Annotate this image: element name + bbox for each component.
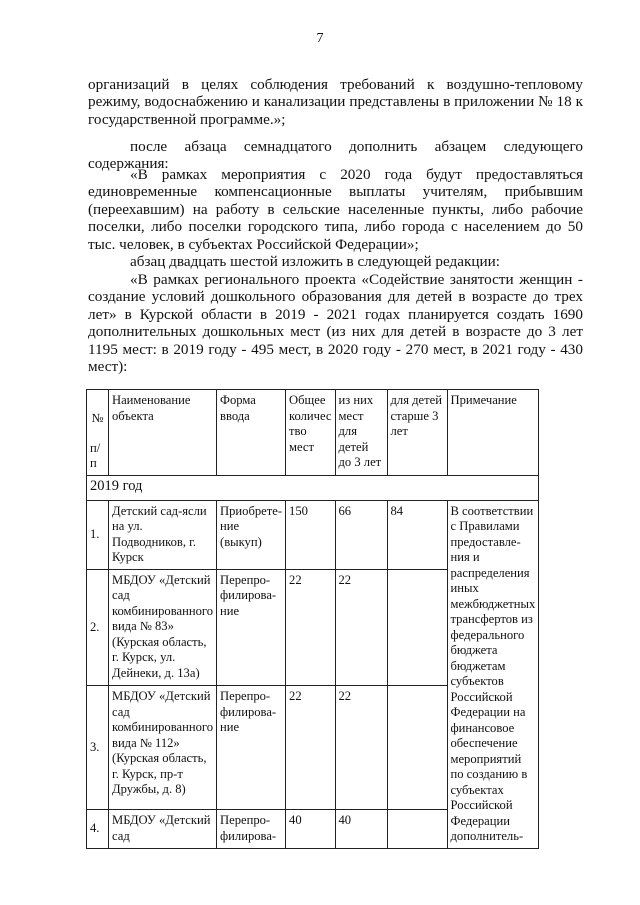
row-form: Перепро-филирова-ние	[217, 569, 286, 685]
row-num: 1.	[87, 500, 109, 569]
paragraph-2: после абзаца семнадцатого дополнить абзацем следующего содержания:	[88, 138, 583, 173]
row-over3: 84	[387, 500, 447, 569]
row-over3	[387, 569, 447, 685]
row-over3	[387, 686, 447, 810]
paragraph-4: абзац двадцать шестой изложить в следующей редакции:	[130, 253, 500, 270]
row-form: Перепро-филирова-	[217, 810, 286, 848]
year-label: 2019 год	[87, 475, 539, 500]
row-form: Приобрете-ние (выкуп)	[217, 500, 286, 569]
row-total: 150	[286, 500, 335, 569]
row-total: 40	[286, 810, 335, 848]
row-total: 22	[286, 569, 335, 685]
header-form: Форма ввода	[217, 390, 286, 476]
row-under3: 22	[335, 686, 387, 810]
row-num: 4.	[87, 810, 109, 848]
header-note: Примечание	[447, 390, 539, 476]
row-under3: 66	[335, 500, 387, 569]
row-num: 2.	[87, 569, 109, 685]
row-under3: 22	[335, 569, 387, 685]
page-number: 7	[316, 31, 324, 46]
row-note: В соответствии с Правилами предоставле-ния и распределения иных межбюджетных трансфертов из федерального бюджета бюджетам субъектов Российской Федерации на финансовое обеспечение мероприятий по созданию в субъектах Российской Федерации дополнитель-	[447, 500, 539, 848]
year-row	[87, 475, 539, 500]
header-name: Наименование объекта	[109, 390, 217, 476]
header-total: Общее количес тво мест	[286, 390, 335, 476]
paragraph-3: «В рамках мероприятия с 2020 года будут предоставляться единовременные компенсационные выплаты учителям, прибывшим (переехавшим) на работу в сельские населенные пункты, либо рабочие поселки, либо поселки городского типа, либо города с населением до 50 тыс. человек, в субъектах Российской Федерации»;	[88, 166, 583, 253]
places-table	[86, 389, 539, 849]
header-over3: для детей старше 3 лет	[387, 390, 447, 476]
row-form: Перепро-филирова-ние	[217, 686, 286, 810]
row-num: 3.	[87, 686, 109, 810]
row-name: Детский сад-ясли на ул. Подводников, г. Курск	[109, 500, 217, 569]
row-over3	[387, 810, 447, 848]
paragraph-1: организаций в целях соблюдения требований к воздушно-тепловому режиму, водоснабжению и канализации представлены в приложении № 18 к государственной программе.»;	[88, 76, 583, 128]
paragraph-5: «В рамках регионального проекта «Содействие занятости женщин - создание условий дошкольного образования для детей в возрасте до трех лет» в Курской области в 2019 - 2021 годах планируется создать 1690 дополнительных дошкольных мест (из них для детей в возрасте до 3 лет 1195 мест: в 2019 году - 495 мест, в 2020 году - 270 мест, в 2021 году - 430 мест):	[88, 271, 583, 376]
header-under3: из них мест для детей до 3 лет	[335, 390, 387, 476]
table-row	[87, 500, 539, 569]
row-under3: 40	[335, 810, 387, 848]
row-total: 22	[286, 686, 335, 810]
header-num: № п/п	[87, 390, 109, 476]
row-name: МБДОУ «Детский сад комбинированного вида № 83» (Курская область, г. Курск, ул. Дейнеки, д. 13а)	[109, 569, 217, 685]
table-header-row	[87, 390, 539, 476]
row-name: МБДОУ «Детский сад комбинированного вида № 112» (Курская область, г. Курск, пр-т Дружбы, д. 8)	[109, 686, 217, 810]
row-name: МБДОУ «Детский сад	[109, 810, 217, 848]
